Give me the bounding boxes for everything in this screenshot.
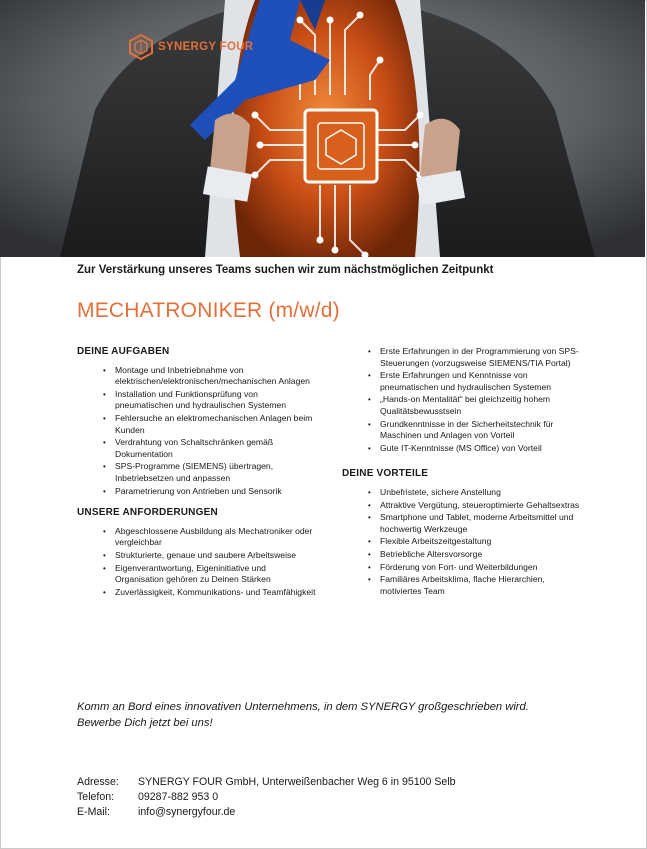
list-item: • Zuverlässigkeit, Kommunikations- und Teamfähigkeit [77,587,317,599]
list-item: • Smartphone und Tablet, moderne Arbeitsmittel und hochwertig Werkzeuge [342,512,587,535]
section-heading-vorteile: DEINE VORTEILE [342,468,429,480]
list-item: • Förderung von Fort- und Weiterbildungen [342,562,587,574]
list-item: • Flexible Arbeitszeitgestaltung [342,536,587,548]
vorteile-list [342,487,587,597]
section-heading-anforderungen: UNSERE ANFORDERUNGEN [77,507,218,519]
list-item: • Erste Erfahrungen und Kenntnisse von pneumatischen und hydraulischen Systemen [342,370,587,393]
list-item: • Abgeschlossene Ausbildung als Mechatroniker oder vergleichbar [77,526,317,549]
email-link[interactable]: info@synergyfour.de [138,806,236,818]
hero-image [0,0,645,257]
list-item: • Montage und Inbetriebnahme von elektrischen/elektronischen/mechanischen Anlagen [77,365,317,388]
list-item: • Attraktive Vergütung, steueroptimierte Gehaltsextras [342,500,587,512]
address-label: Adresse: [77,776,119,788]
list-item: • Familiäres Arbeitsklima, flache Hierarchien, motiviertes Team [342,574,587,597]
address-value: SYNERGY FOUR GmbH, Unterweißenbacher Weg 6 in 95100 Selb [138,776,456,788]
list-item: • SPS-Programme (SIEMENS) übertragen, Inbetriebsetzen und anpassen [77,461,317,484]
synergy-logo-icon [128,34,154,60]
list-item: • Gute IT-Kenntnisse (MS Office) von Vorteil [342,443,587,455]
intro-text: Zur Verstärkung unseres Teams suchen wir zum nächstmöglichen Zeitpunkt [77,264,494,276]
job-title: MECHATRONIKER (m/w/d) [77,299,340,322]
email-label: E-Mail: [77,806,110,818]
list-item: • Verdrahtung von Schaltschränken gemäß Dokumentation [77,437,317,460]
aufgaben-list [77,365,317,498]
list-item: • Erste Erfahrungen in der Programmierung von SPS-Steuerungen (vorzugsweise SIEMENS/TIA Portal) [342,346,587,369]
contact-address-row [77,775,456,790]
anforderungen-list-continued [342,346,587,454]
phone-label: Telefon: [77,791,115,803]
closing-line-2: Bewerbe Dich jetzt bei uns! [77,716,213,729]
list-item: • Fehlersuche an elektromechanischen Anlagen beim Kunden [77,413,317,436]
closing-line-1: Komm an Bord eines innovativen Unternehmens, in dem SYNERGY großgeschrieben wird. [77,701,529,713]
closing-text [77,700,597,731]
logo-text: SYNERGY FOUR [158,41,254,53]
list-item: • Grundkenntnisse in der Sicherheitstechnik für Maschinen und Anlagen von Vorteil [342,419,587,442]
contact-block [77,775,456,820]
list-item: • Installation und Funktionsprüfung von pneumatischen und hydraulischen Systemen [77,389,317,412]
left-column [77,346,317,599]
list-item: • Parametrierung von Antrieben und Sensorik [77,486,317,498]
company-logo [128,34,253,60]
contact-phone-row [77,790,456,805]
list-item: • „Hands-on Mentalität“ bei gleichzeitig hohem Qualitätsbewusstsein [342,394,587,417]
phone-value[interactable]: 09287-882 953 0 [138,791,219,803]
circuit-chest-superhero-icon [0,0,645,257]
section-heading-aufgaben: DEINE AUFGABEN [77,346,170,357]
list-item: • Eigenverantwortung, Eigeninitiative und Organisation gehören zu Deinen Stärken [77,563,317,586]
contact-email-row [77,805,456,820]
list-item: • Strukturierte, genaue und saubere Arbeitsweise [77,550,317,562]
list-item: • Betriebliche Altersvorsorge [342,549,587,561]
right-column [342,346,587,598]
list-item: • Unbefristete, sichere Anstellung [342,487,587,499]
anforderungen-list [77,526,317,599]
